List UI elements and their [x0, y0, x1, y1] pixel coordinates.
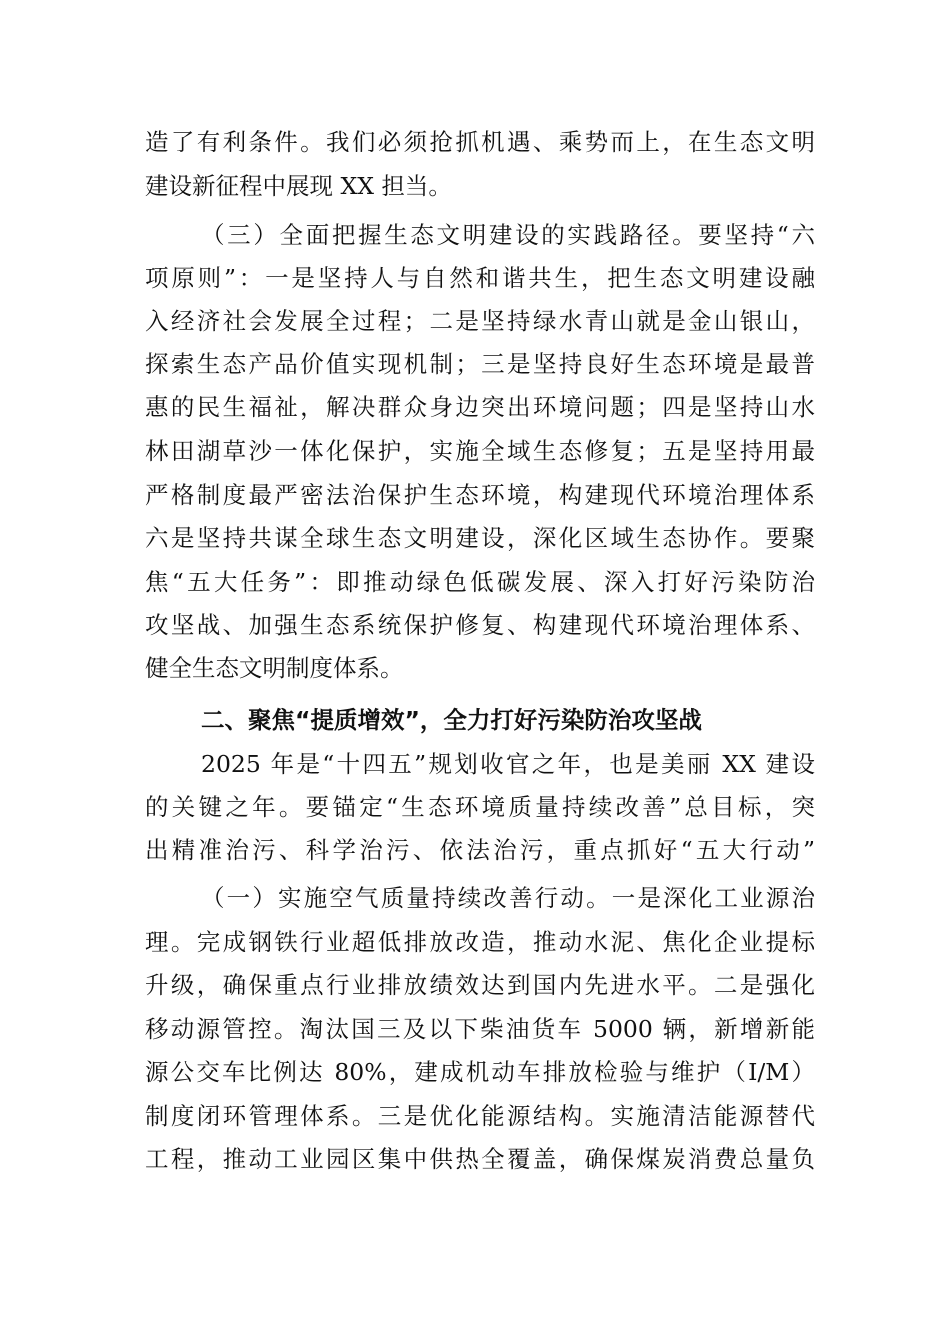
subheading-line: （一）实施空气质量持续改善行动。一是深化工业源治	[201, 884, 815, 912]
body-text-line: 造了有利条件。我们必须抢抓机遇、乘势而上，在生态文明	[145, 128, 815, 156]
subheading-line: （三）全面把握生态文明建设的实践路径。要坚持“六	[201, 221, 815, 249]
body-text-line: 健全生态文明制度体系。	[145, 654, 404, 682]
body-text-line: 升级，确保重点行业排放绩效达到国内先进水平。二是强化	[145, 971, 815, 999]
body-text-line: 林田湖草沙一体化保护，实施全域生态修复；五是坚持用最	[145, 437, 815, 465]
body-text-line: 的关键之年。要锚定“生态环境质量持续改善”总目标，突	[145, 793, 815, 821]
body-text-line: 焦“五大任务”：即推动绿色低碳发展、深入打好污染防治	[145, 568, 815, 596]
section-heading: 二、聚焦“提质增效”，全力打好污染防治攻坚战	[201, 706, 702, 734]
body-text-line: 严格制度最严密法治保护生态环境，构建现代环境治理体系	[145, 481, 815, 509]
body-text-line: 入经济社会发展全过程；二是坚持绿水青山就是金山银山，	[145, 307, 815, 335]
body-text-line: 六是坚持共谋全球生态文明建设，深化区域生态协作。要聚	[145, 524, 815, 552]
body-text-line: 移动源管控。淘汰国三及以下柴油货车 5000 辆，新增新能	[145, 1015, 815, 1043]
body-text-line: 攻坚战、加强生态系统保护修复、构建现代环境治理体系、	[145, 611, 815, 639]
body-text-line: 惠的民生福祉，解决群众身边突出环境问题；四是坚持山水	[145, 393, 815, 421]
body-text-line: 2025 年是“十四五”规划收官之年，也是美丽 XX 建设	[201, 750, 815, 778]
body-text-line: 建设新征程中展现 XX 担当。	[145, 172, 452, 200]
body-text-line: 源公交车比例达 80%，建成机动车排放检验与维护（I/M）	[145, 1058, 815, 1086]
body-text-line: 出精准治污、科学治污、依法治污，重点抓好“五大行动”	[145, 836, 815, 864]
body-text-line: 理。完成钢铁行业超低排放改造，推动水泥、焦化企业提标	[145, 928, 815, 956]
body-text-line: 制度闭环管理体系。三是优化能源结构。实施清洁能源替代	[145, 1102, 815, 1130]
body-text-line: 项原则”：一是坚持人与自然和谐共生，把生态文明建设融	[145, 264, 815, 292]
body-text-line: 工程，推动工业园区集中供热全覆盖，确保煤炭消费总量负	[145, 1145, 815, 1173]
body-text-line: 探索生态产品价值实现机制；三是坚持良好生态环境是最普	[145, 350, 815, 378]
